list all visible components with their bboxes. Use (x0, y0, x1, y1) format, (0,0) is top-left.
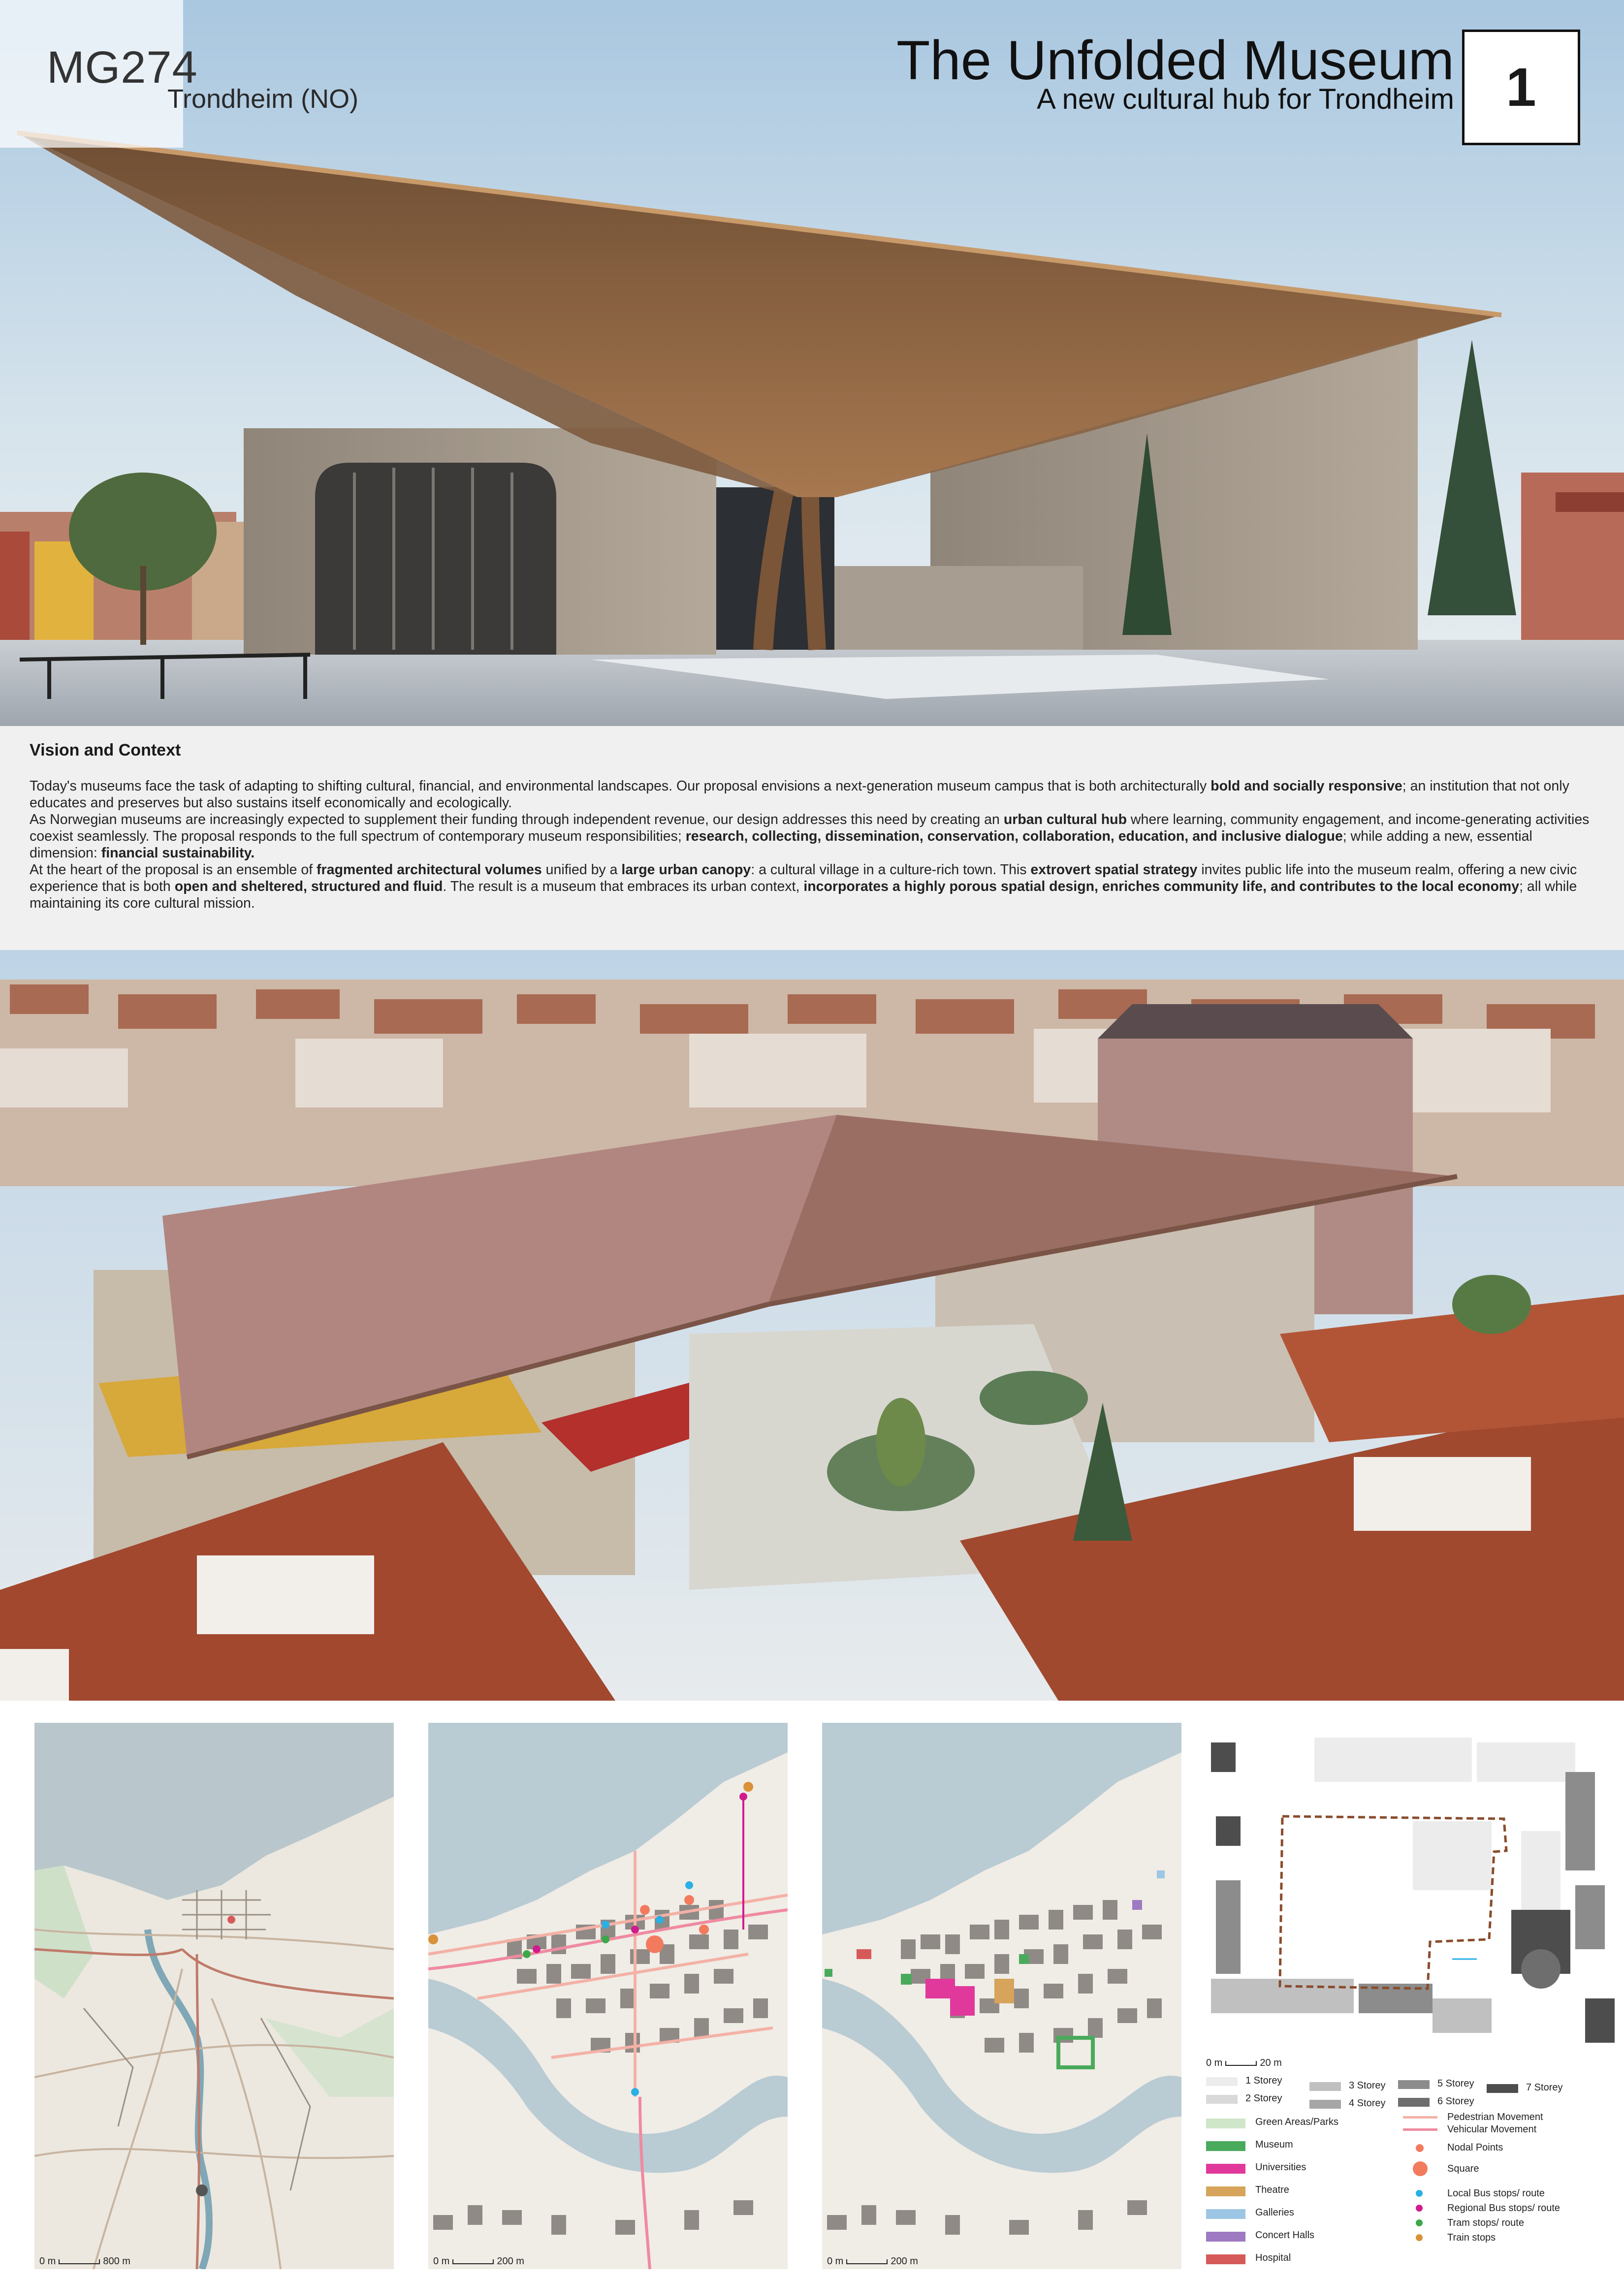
storey-3-swatch (1309, 2082, 1341, 2091)
map1-scale (39, 2256, 130, 2267)
land-use-label: Concert Halls (1255, 2230, 1315, 2241)
land-use-label: Hospital (1255, 2252, 1291, 2263)
storey-5-label: 5 Storey (1437, 2078, 1474, 2089)
movement-label: Train stops (1447, 2232, 1496, 2243)
land-use-label: Universities (1255, 2162, 1306, 2173)
storey-3-label: 3 Storey (1349, 2080, 1386, 2091)
land-use-swatch (1206, 2232, 1245, 2242)
storey-2-label: 2 Storey (1245, 2093, 1282, 2104)
movement-map (428, 1723, 788, 2269)
storey-1-label: 1 Storey (1245, 2075, 1282, 2086)
vision-heading: Vision and Context (30, 741, 181, 760)
movement-symbol (1416, 2234, 1423, 2241)
vision-paragraph: At the heart of the proposal is an ensemble of fragmented architectural volumes unified by a large urban canopy: a cultural village in a culture-rich town. This extrovert spatial strategy invites public life into the museum realm, offering a new civic experience that is both open and sheltered, structured and fluid. The result is a museum that embraces its urban context, incorporates a highly porous spatial design, enriches community life, and contributes to the local economy; all while maintaining its core cultural mission. (30, 862, 1577, 911)
site-plan-and-legend (1201, 1723, 1624, 2279)
map3-scale (827, 2256, 918, 2267)
storey-1-swatch (1206, 2077, 1238, 2086)
map2-scale (433, 2256, 524, 2267)
map1-scale-end: 800 m (103, 2256, 130, 2267)
vision-emphasis: financial sustainability. (101, 845, 255, 861)
map1-scale-start: 0 m (39, 2256, 56, 2267)
vision-emphasis: large urban canopy (621, 862, 751, 878)
storey-5-swatch (1398, 2080, 1430, 2089)
vision-paragraph: As Norwegian museums are increasingly expected to supplement their funding through independent revenue, our design addresses this need by creating an urban cultural hub where learning, community engagement, and income-generating activities coexist seamlessly. The proposal responds to the full spectrum of contemporary museum responsibilities; research, collecting, dissemination, conservation, collaboration, education, and inclusive dialogue; while adding a new, essential dimension: financial sustainability. (30, 812, 1590, 861)
land-use-map (822, 1723, 1181, 2269)
movement-label: Regional Bus stops/ route (1447, 2203, 1560, 2214)
storey-4-label: 4 Storey (1349, 2098, 1386, 2109)
movement-symbol (1403, 2128, 1437, 2131)
map3-scale-start: 0 m (827, 2256, 844, 2267)
page-title: The Unfolded Museum (896, 30, 1454, 91)
storey-6-swatch (1398, 2098, 1430, 2107)
land-use-swatch (1206, 2119, 1245, 2128)
movement-symbol (1416, 2144, 1424, 2152)
page-subtitle: A new cultural hub for Trondheim (1037, 83, 1454, 115)
movement-label: Pedestrian Movement (1447, 2112, 1543, 2122)
land-use-swatch (1206, 2141, 1245, 2151)
project-code: MG274 (47, 42, 198, 93)
site-scale-end: 20 m (1260, 2057, 1282, 2068)
territorial-map (34, 1723, 394, 2269)
map2-scale-end: 200 m (497, 2256, 524, 2267)
vision-emphasis: extrovert spatial strategy (1030, 862, 1198, 878)
movement-symbol (1416, 2190, 1423, 2197)
vision-emphasis: open and sheltered, structured and fluid (174, 879, 443, 894)
movement-symbol (1413, 2161, 1428, 2176)
vision-emphasis: incorporates a highly porous spatial design, enriches community life, and contributes to the local economy (803, 879, 1520, 894)
site-scale (1206, 2057, 1282, 2069)
storey-2-swatch (1206, 2095, 1238, 2104)
vision-emphasis: fragmented architectural volumes (317, 862, 542, 878)
land-use-label: Green Areas/Parks (1255, 2117, 1338, 2127)
land-use-swatch (1206, 2186, 1245, 2196)
movement-label: Tram stops/ route (1447, 2217, 1524, 2228)
site-scale-start: 0 m (1206, 2057, 1223, 2068)
map2-scale-start: 0 m (433, 2256, 450, 2267)
vision-paragraph: Today's museums face the task of adapting to shifting cultural, financial, and environmental landscapes. Our proposal envisions a next-generation museum campus that is both architecturally bold and socially responsive; an institution that not only educates and preserves but also sustains itself economically and ecologically. (30, 778, 1569, 811)
storey-7-swatch (1487, 2084, 1518, 2093)
page-number-label: 1 (1506, 57, 1536, 118)
vision-emphasis: urban cultural hub (1003, 812, 1127, 827)
movement-label: Vehicular Movement (1447, 2124, 1537, 2135)
vision-body (30, 778, 1595, 912)
land-use-swatch (1206, 2254, 1245, 2264)
vision-emphasis: research, collecting, dissemination, conservation, collaboration, education, and inclusive dialogue (685, 828, 1343, 844)
movement-label: Local Bus stops/ route (1447, 2188, 1545, 2199)
storey-7-label: 7 Storey (1526, 2082, 1563, 2093)
movement-label: Square (1447, 2163, 1479, 2174)
page-number (1462, 30, 1580, 145)
storey-6-label: 6 Storey (1437, 2096, 1474, 2107)
movement-symbol (1416, 2205, 1423, 2212)
land-use-swatch (1206, 2209, 1245, 2219)
movement-label: Nodal Points (1447, 2142, 1503, 2153)
land-use-label: Theatre (1255, 2184, 1289, 2195)
aerial-render (0, 950, 1624, 1701)
project-location: Trondheim (NO) (167, 84, 359, 114)
movement-symbol (1403, 2116, 1437, 2119)
storey-4-swatch (1309, 2100, 1341, 2109)
vision-emphasis: bold and socially responsive (1210, 778, 1402, 794)
land-use-label: Museum (1255, 2139, 1293, 2150)
map3-scale-end: 200 m (891, 2256, 918, 2267)
movement-symbol (1416, 2219, 1423, 2226)
site-plan (1201, 1723, 1624, 2067)
land-use-swatch (1206, 2164, 1245, 2174)
land-use-label: Galleries (1255, 2207, 1294, 2218)
